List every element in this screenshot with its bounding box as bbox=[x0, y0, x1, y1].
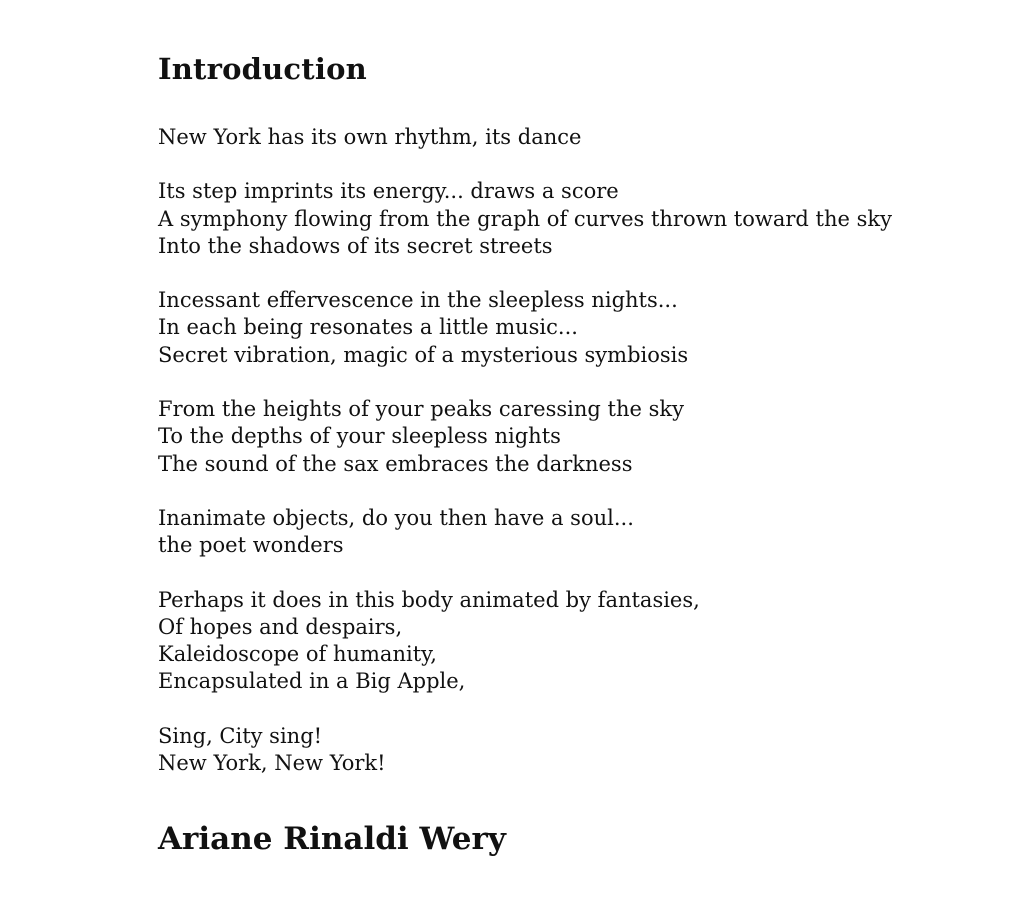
poem-line: New York has its own rhythm, its dance bbox=[158, 125, 582, 149]
poem-line: From the heights of your peaks caressing the sky bbox=[158, 397, 684, 422]
poem-line: Encapsulated in a Big Apple, bbox=[158, 669, 466, 694]
poem-line: Inanimate objects, do you then have a soul... bbox=[158, 505, 634, 530]
poem-line: Secret vibration, magic of a mysterious symbiosis bbox=[158, 342, 689, 367]
poem-line: To the depths of your sleepless nights bbox=[158, 424, 561, 449]
stanza bbox=[158, 587, 892, 696]
stanza bbox=[158, 396, 892, 478]
poem-line: Incessant effervescence in the sleepless nights... bbox=[158, 288, 678, 313]
poem-line: Its step imprints its energy... draws a score bbox=[158, 179, 619, 204]
poem-line: A symphony flowing from the graph of curves thrown toward the sky bbox=[158, 206, 892, 231]
stanza bbox=[158, 505, 892, 560]
poem-line: Kaleidoscope of humanity, bbox=[158, 642, 437, 667]
poem-line: Perhaps it does in this body animated by fantasies, bbox=[158, 587, 700, 612]
author-name: Ariane Rinaldi Wery bbox=[158, 821, 506, 857]
poem-body bbox=[158, 124, 892, 804]
poem-line: In each being resonates a little music... bbox=[158, 315, 578, 340]
poem-line: Into the shadows of its secret streets bbox=[158, 233, 553, 258]
stanza bbox=[158, 287, 892, 369]
stanza bbox=[158, 178, 892, 260]
poem-line: New York, New York! bbox=[158, 751, 386, 776]
poem-line: Of hopes and despairs, bbox=[158, 614, 403, 639]
poem-line: Sing, City sing! bbox=[158, 723, 323, 748]
stanza bbox=[158, 124, 892, 151]
section-heading: Introduction bbox=[158, 52, 367, 86]
poem-line: The sound of the sax embraces the darkness bbox=[158, 451, 633, 476]
poem-line: the poet wonders bbox=[158, 533, 344, 558]
stanza bbox=[158, 723, 892, 778]
